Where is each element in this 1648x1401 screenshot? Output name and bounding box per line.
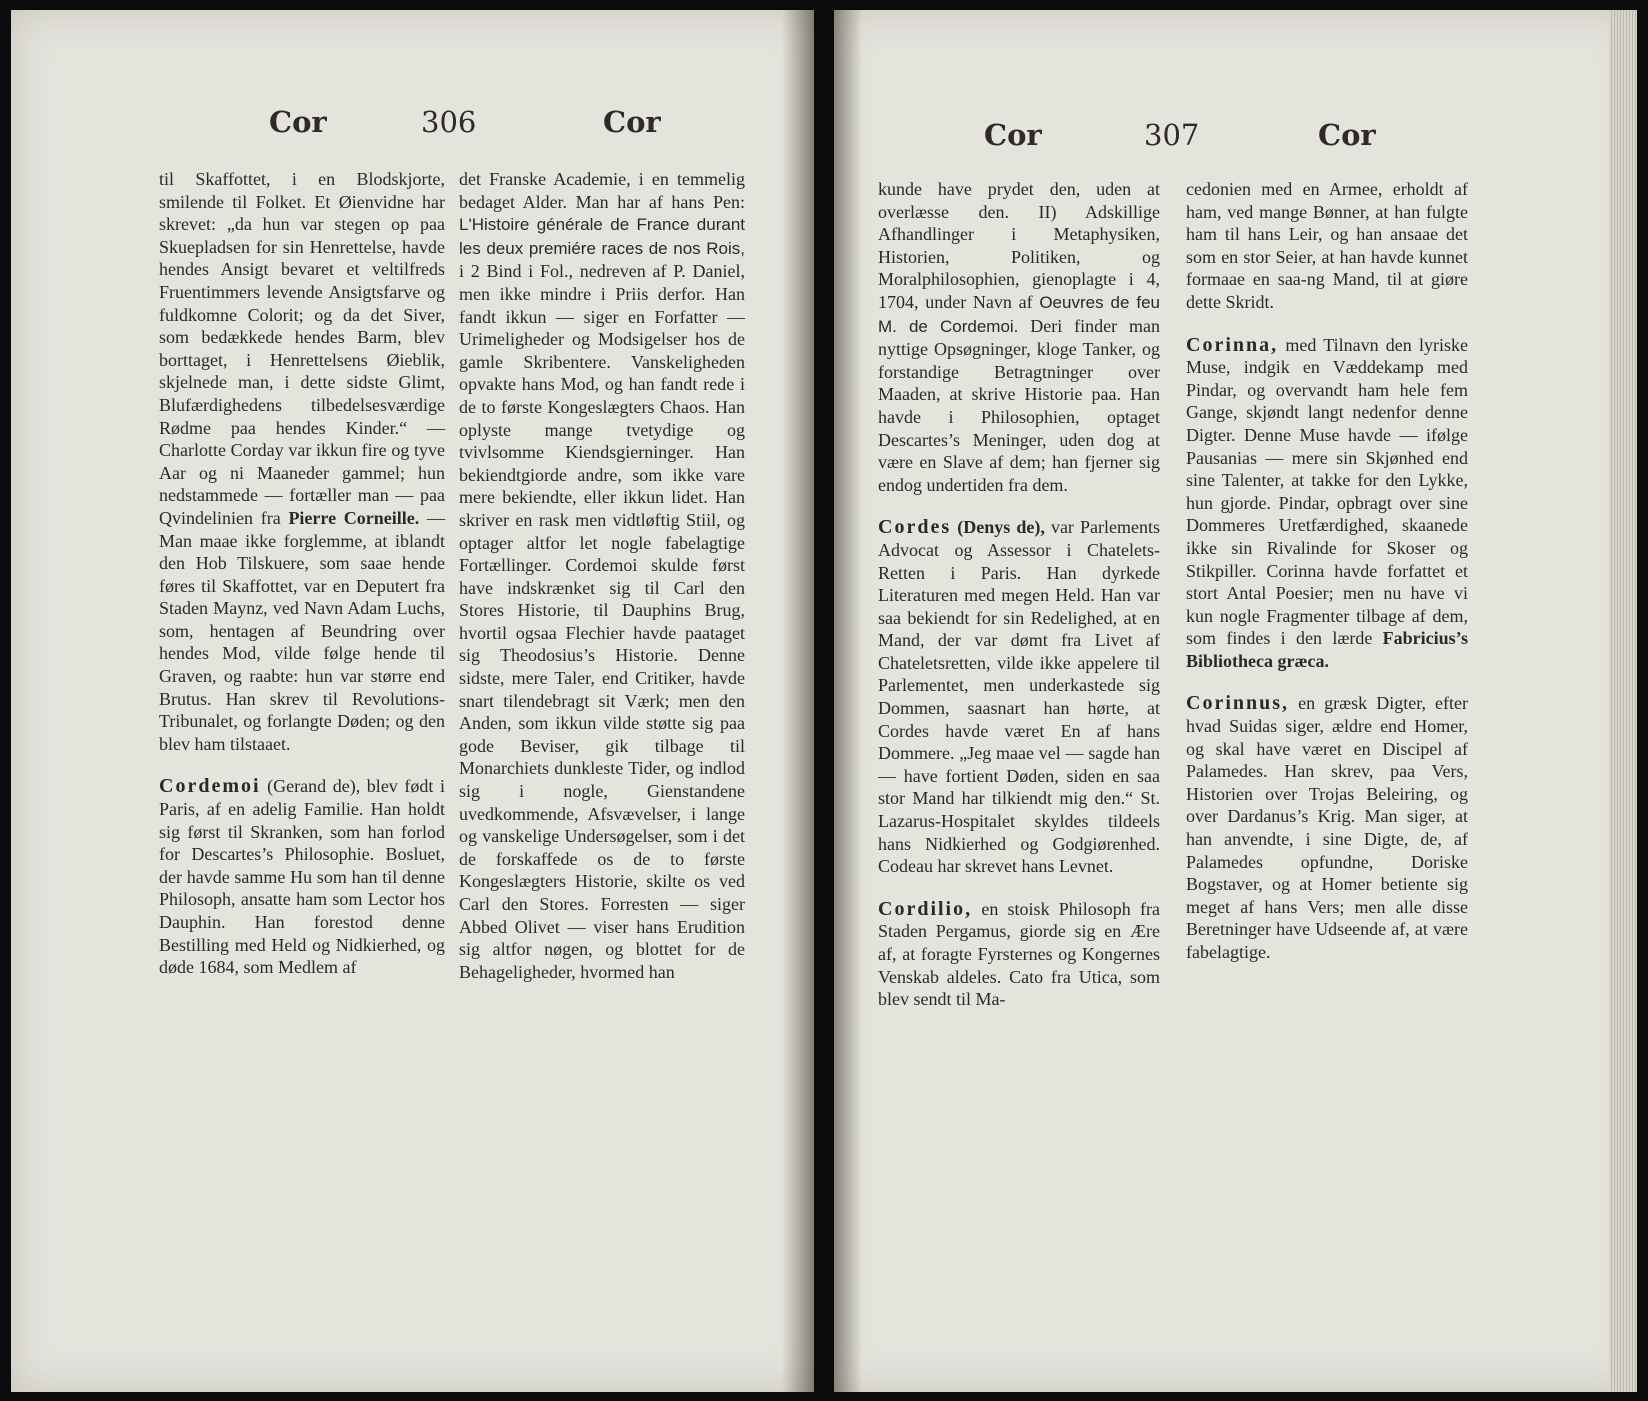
paragraph-text: kunde have prydet den, uden at overlæsse den. II) Adskillige Afhandlinger i Metaphysiken, Historien, Politiken, og Moralphilosophien, gienoplagte i 4, 1704, under Navn af (878, 179, 1160, 312)
right-page (834, 10, 1637, 1392)
paragraph-text: var Parlements Advocat og Assessor i Chatelets-Retten i Paris. Han dyrkede Literaturen med megen Held. Han var saa bekiendt for sin Redelighed, at en Mand, der var dømt fra Livet af Chateletsretten, vilde ikke appelere til Parlementet, men underkastede sig Dommen, saasnart han hørte, at Cordes havde været En af hans Dommere. „Jeg maae vel — sagde han — have fortient Døden, siden en saa stor Mand har tilkiendt mig den.“ St. Lazarus-Hospitalet skyldes tildeels hans Nidkierhed og Godgiørenhed. Codeau har skrevet hans Levnet. (878, 517, 1161, 877)
left-header-word-right: Cor (603, 105, 661, 139)
paragraph-text: Deri finder man nyttige Opsøgninger, kloge Tanker, og forstandige Betragtninger over Maaden, at skrive Historie paa. Han havde i Philosophien, optaget Descartes’s Meninger, uden dog at være en Slave af dem; han fjerner sig endog undertiden fra dem. (878, 315, 1160, 495)
paragraph-text: det Franske Academie, i en temmelig bedaget Alder. Man har af hans Pen: (459, 169, 745, 212)
entry-headword: Cordes (878, 516, 952, 539)
paragraph-text: med Tilnavn den lyriske Muse, indgik en Væddekamp med Pindar, og overvandt ham hele fem Gange, skjøndt langt nedenfor denne Digter. Denne Muse havde — ifølge Pausanias — mere sin Skjønhed end sine Talenter, at takke for den Lykke, hun gjorde. Pindar, opbragt over sine Dommeres Uretfærdighed, skaanede ikke sin Rivalinde for Skoser og Stikpiller. Corinna havde forfattet et stort Antal Poesier; men nu have vi kun nogle Fragmenter tilbage af dem, som findes i den lærde (1186, 334, 1468, 649)
left-page-column-1 (159, 168, 445, 979)
paragraph-text: (Gerand de), blev født i Paris, af en adelig Familie. Han holdt sig først til Skranken, som han forlod for Descartes’s Philosophie. Bosluet, der havde samme Hu som han til denne Philosoph, ansatte ham som Lector hos Dauphin. Han forestod denne Bestilling med Held og Nidkierhed, og døde 1684, som Medlem af (159, 776, 446, 978)
left-page-header (11, 105, 814, 145)
right-page-number: 307 (1144, 118, 1200, 152)
left-page-column-2 (459, 168, 745, 983)
entry-headword: Corinna, (1186, 333, 1279, 356)
entry-headword: Cordilio, (878, 897, 973, 920)
entry-corinna (1186, 334, 1468, 673)
paragraph-text: en græsk Digter, efter hvad Suidas siger, ældre end Homer, og skal have været en Discipel af Palamedes. Han skrev, paa Vers, Historien over Trojas Beleiring, og over Dardanus’s Krig. Man siger, at han anvendte, i sine Digte, de, af Palamedes opfundne, Doriske Bogstaver, og at Homer betiente sig meget af hans Vers; men alle disse Beretninger have Udseende af, at være fabelagtige. (1186, 693, 1468, 962)
right-header-word-right: Cor (1318, 118, 1376, 152)
french-title: Oeuvres de feu M. de Cordemoi. (878, 292, 1160, 336)
paragraph-text: en stoisk Philosoph fra Staden Pergamus, giorde sig en Ære af, at foragte Fyrsternes og Kongernes Venskab aldeles. Cato fra Utica, som blev sendt til Ma- (878, 898, 1160, 1010)
right-page-column-2 (1186, 178, 1468, 964)
french-title: L'Histoire générale de France durant les deux premiére races de nos Rois, (459, 215, 745, 258)
entry-headword: Cordemoi (159, 775, 261, 798)
paragraph-text: i 2 Bind i Fol., nedreven af P. Daniel, men ikke mindre i Priis derfor. Han fandt ikkun — siger en Forfatter — Urimeligheder og Modsigelser hos de gamle Skribentere. Vanskeligheden opvakte hans Mod, og han fandt rede i de to første Kongeslægters Chaos. Han oplyste mange tvetydige og tvivlsomme Kiendsgierninger. Han bekiendtgiorde andre, som ikke vare mere bekiendte, eller ikkun lidet. Han skriver en rask men vidtløftig Stiil, og optager altfor let nogle fabelagtige Fortællinger. Cordemoi skulde først have indskrænket sig til Carl den Stores Historie, til Dauphins Brug, hvortil ogsaa Flechier havde paataget sig Theodosius’s Historie. Denne sidste, mere Taler, end Critiker, havde snart tilendebragt sit Værk; men den Anden, som ikkun vilde støtte sig paa gode Beviser, gik tilbage til Monarchiets dunkleste Tider, og indlod sig i nogle, Gienstandene uvedkommende, Afsvævelser, i lange og vanskelige Undersøgelser, som i det de forskaffede os de to første Kongeslægters Historie, skilte os ved Carl den Stores. Forresten — siger Abbed Olivet — viser hans Erudition sig altfor nøgen, og blottet for de Behageligheder, hvormed han (459, 261, 745, 982)
paragraph-text: cedonien med en Armee, erholdt af ham, ved mange Bønner, at han fulgte ham til hans Leir, og han ansaae det som en stor Seier, at han havde kunnet formaae en saa-ng Mand, til at giøre dette Skridt. (1186, 179, 1468, 312)
entry-cordemoi (159, 775, 445, 978)
right-header-word-left: Cor (984, 118, 1042, 152)
paragraph-text: — Man maae ikke forglemme, at iblandt den Hob Tilskuere, som saae hende føres til Skaffottet, var en Deputert fra Staden Maynz, ved Navn Adam Luchs, som, hentagen af Beundring over hendes Mod, vilde følge hende til Graven, og raabte: hun var større end Brutus. Han skrev til Revolutions-Tribunalet, og forlangte Døden; og den blev ham tilstaaet. (159, 507, 446, 754)
left-header-word-left: Cor (269, 105, 327, 139)
left-page-number: 306 (421, 105, 477, 139)
paragraph (878, 178, 1160, 496)
entry-name: (Denys de), (957, 517, 1045, 538)
person-name: Pierre Corneille. (288, 507, 420, 528)
right-page-header (834, 118, 1637, 158)
paragraph (1186, 178, 1468, 314)
paragraph (159, 168, 445, 755)
entry-headword: Corinnus, (1186, 692, 1290, 715)
right-page-column-1 (878, 178, 1160, 1011)
entry-cordes (878, 516, 1160, 878)
entry-corinnus (1186, 692, 1468, 963)
book-title: Fabricius’s Bibliotheca græca. (1186, 628, 1469, 671)
paragraph (459, 168, 745, 983)
left-page (11, 10, 814, 1392)
entry-cordilio (878, 898, 1160, 1011)
paragraph-text: til Skaffottet, i en Blodskjorte, smilende til Folket. Et Øienvidne har skrevet: „da hun var stegen op paa Skuepladsen for sin Henrettelse, havde hendes Ansigt bevaret et veltilfreds Fruentimmers levende Ansigtsfarve og fuldkomne Colorit; og da det Siver, som bedækkede hendes Barm, blev borttaget, i Henrettelsens Øieblik, skjelnede man, i dette sidste Glimt, Blufærdighedens tilbedelsesværdige Rødme paa hendes Kinder.“ — Charlotte Corday var ikkun fire og tyve Aar og ni Maaneder gammel; hun nedstammede — fortæller man — paa Qvindelinien fra (159, 169, 445, 528)
